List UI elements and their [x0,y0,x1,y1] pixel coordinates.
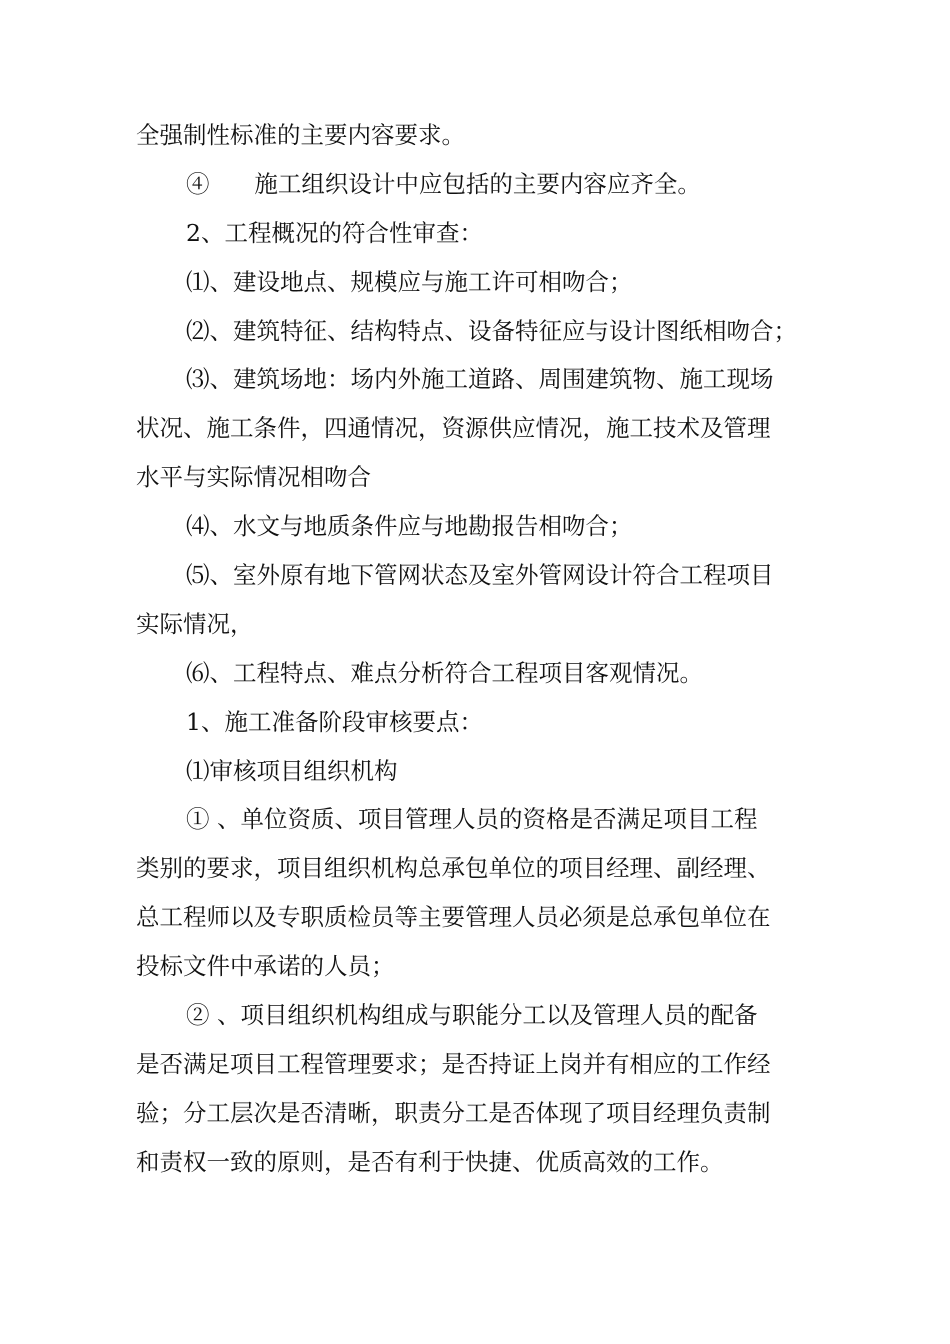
text-line: 全强制性标准的主要内容要求。 [136,121,465,149]
text-line: 水平与实际情况相吻合 [136,463,371,492]
text-line: ⑸、室外原有地下管网状态及室外管网设计符合工程项目 [186,561,774,590]
text-line: ⑶、建筑场地：场内外施工道路、周围建筑物、施工现场 [186,365,774,394]
text-line: 和责权一致的原则，是否有利于快捷、优质高效的工作。 [136,1147,724,1176]
text-line: 类别的要求，项目组织机构总承包单位的项目经理、副经理、 [136,854,771,883]
text-line: 验；分工层次是否清晰，职责分工是否体现了项目经理负责制 [136,1098,771,1127]
text-line: ⑴、建设地点、规模应与施工许可相吻合； [186,267,633,296]
text-line: 2、工程概况的符合性审查： [186,218,483,247]
text-line: 1、施工准备阶段审核要点： [186,707,483,736]
text-line: 是否满足项目工程管理要求；是否持证上岗并有相应的工作经 [136,1049,771,1078]
document-body [136,111,836,1187]
text-line: 状况、施工条件，四通情况，资源供应情况，施工技术及管理 [136,414,771,443]
text-line: ④ 施工组织设计中应包括的主要内容应齐全。 [186,169,701,198]
text-line: 投标文件中承诺的人员； [136,952,395,981]
text-line: ② 、项目组织机构组成与职能分工以及管理人员的配备 [186,1001,758,1030]
text-line: ⑹、工程特点、难点分析符合工程项目客观情况。 [186,658,703,687]
text-line: 总工程师以及专职质检员等主要管理人员必须是总承包单位在 [136,903,771,932]
text-line: 实际情况， [136,609,254,638]
text-line: ⑴审核项目组织机构 [186,756,398,785]
text-line: ⑵、建筑特征、结构特点、设备特征应与设计图纸相吻合； [186,316,797,345]
text-line: ⑷、水文与地质条件应与地勘报告相吻合； [186,512,633,541]
text-line: ① 、单位资质、项目管理人员的资格是否满足项目工程 [186,805,758,834]
